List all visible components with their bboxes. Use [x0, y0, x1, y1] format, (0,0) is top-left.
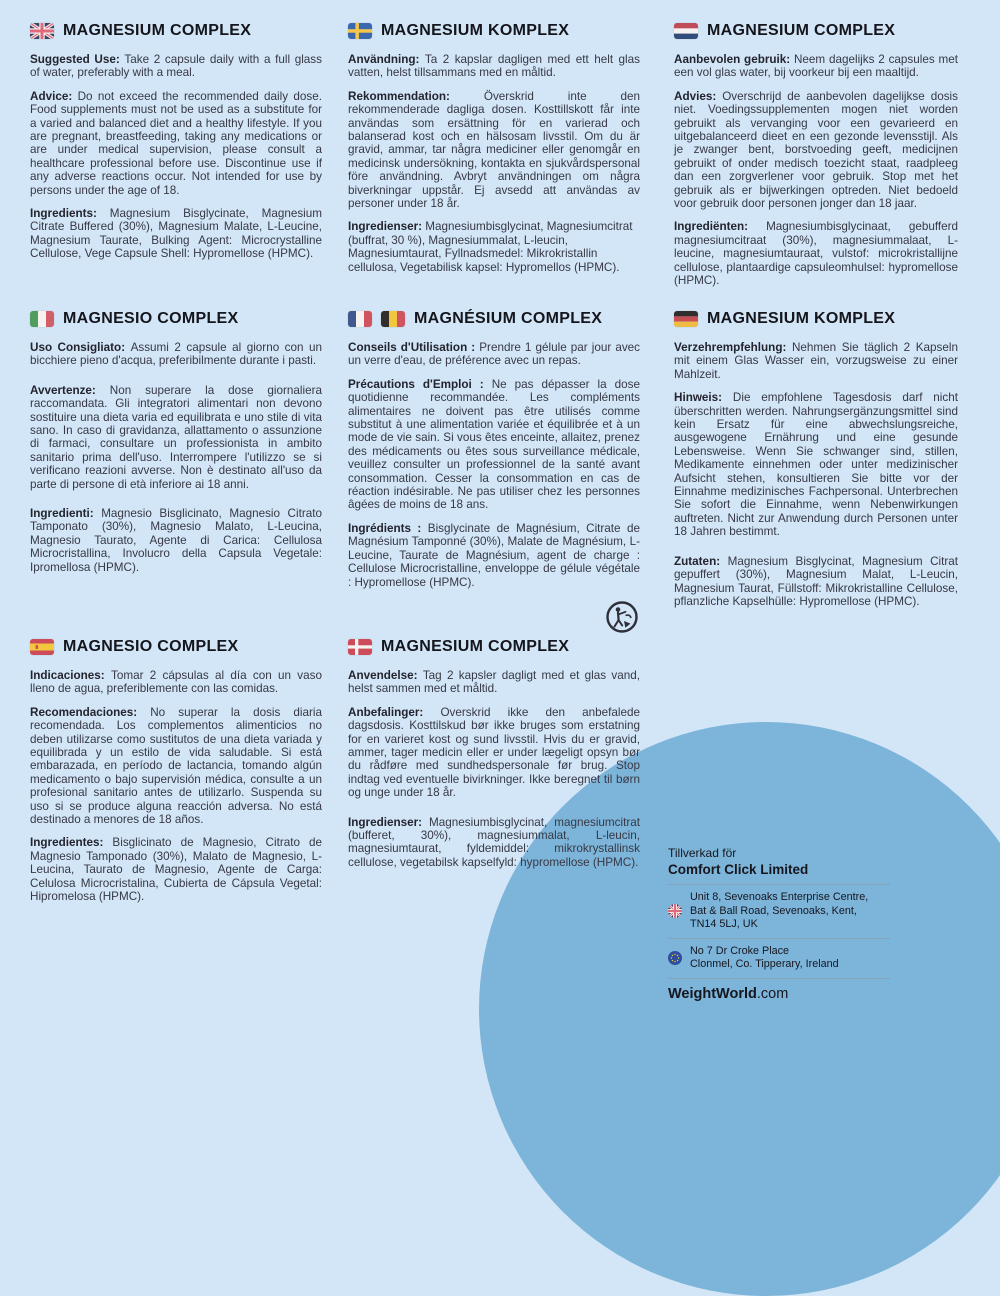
- section-german-header: [674, 310, 958, 328]
- ingredients-paragraph: [348, 220, 640, 274]
- advice-paragraph: [30, 706, 322, 827]
- paragraph-label: Ingredients:: [30, 207, 110, 221]
- paragraph-label: Aanbevolen gebruik:: [674, 53, 794, 66]
- paragraph-text: Magnesium Bisglycinate, Magnesium Citrate Buffered (30%), Magnesium Malate, L-Leucine, Magnesium Taurate, Bulking Agent: Microcrystalline Cellulose, Vege Capsule Shell: Hypromellose (HPMC).: [30, 207, 322, 261]
- paragraph-text: Överskrid inte den rekommenderade dagliga dosen. Kosttillskott får inte användas som ersättning för en varierad och balanserad kost och en hälsosam livsstil. Om du är gravid, ammar, tar några mediciner eller genomgår en medicinsk undersökning, kontakta en sjukvårdspersonal före användning. Avbryt användningen om några biverkningar uppstår. Ej avsedd att användas av personer under 18 år.: [348, 89, 641, 211]
- paragraph-label: Ingredienser:: [348, 220, 426, 234]
- manufacturer-name: Comfort Click Limited: [668, 862, 809, 877]
- paragraph-label: Ingredienser:: [348, 815, 430, 829]
- paragraph-label: Indicaciones:: [30, 669, 111, 682]
- paragraph-label: Hinweis:: [674, 391, 733, 405]
- paragraph-label: Verzehrempfehlung:: [674, 341, 792, 354]
- address-line: No 7 Dr Croke Place: [690, 944, 790, 957]
- eu-address-text: [690, 945, 839, 972]
- uk-round-flag-icon: [668, 904, 682, 918]
- section-dutch-header: [674, 22, 958, 40]
- italy-flag-icon: [30, 311, 54, 327]
- paragraph-text: Tag 2 kapsler dagligt med et glas vand, helst sammen med et måltid.: [348, 669, 640, 696]
- section-english-header: [30, 22, 322, 40]
- section-swedish: [348, 22, 640, 284]
- section-spanish: [30, 638, 322, 914]
- advice-paragraph: [30, 90, 322, 197]
- section-dutch: [674, 22, 958, 298]
- section-swedish-header: [348, 22, 640, 40]
- belgium-flag-icon: [381, 311, 405, 327]
- paragraph-label: Avvertenze:: [30, 383, 110, 397]
- section-title: MAGNÉSIUM COMPLEX: [414, 310, 603, 327]
- netherlands-flag-icon: [674, 23, 698, 39]
- section-french-header: [348, 310, 640, 328]
- germany-flag-icon: [674, 311, 698, 327]
- paragraph-text: Die empfohlene Tagesdosis darf nicht überschritten werden. Nahrungsergänzungsmittel sind kein Ersatz für eine abwechslungsreiche, ausgewogene Ernährung und eine gesunde Lebensweise. Wenn Sie schwanger sind, stillen, Medikamente einnehmen oder unter medizinischer Aufsicht stehen, konsultieren Sie bitte vor der Einnahme medizinisches Fachpersonal. Unterbrechen Sie sofort die Einnahme, wenn Nebenwirkungen auftreten. Nicht zur Anwendung durch Personen unter 18 Jahren bestimmt.: [674, 391, 958, 539]
- ingredients-paragraph: [674, 220, 958, 287]
- paragraph-text: Magnesium Bisglycinat, Magnesium Citrat gepuffert (30%), Magnesium Malat, L-Leucin, Magnesium Taurat, Füllstoff: Mikrokristalline Cellulose, pflanzliche Kapselhülle: Hypromellose (HPMC).: [674, 554, 958, 608]
- suggested-use-paragraph: [348, 669, 640, 696]
- suggested-use-paragraph: [348, 53, 640, 80]
- ingredients-paragraph: [674, 555, 958, 609]
- manufacturer-block: [668, 846, 890, 1003]
- advice-paragraph: [348, 706, 640, 800]
- paragraph-label: Zutaten:: [674, 554, 728, 568]
- paragraph-text: Tomar 2 cápsulas al día con un vaso lleno de agua, preferiblemente con las comidas.: [30, 669, 322, 696]
- spain-flag-icon: [30, 639, 54, 655]
- ingredients-paragraph: [30, 836, 322, 903]
- suggested-use-paragraph: [30, 53, 322, 80]
- section-french: [348, 310, 640, 635]
- eu-round-flag-icon: [668, 951, 682, 965]
- paragraph-label: Uso Consigliato:: [30, 341, 131, 354]
- section-title: MAGNESIUM COMPLEX: [381, 638, 570, 655]
- paragraph-text: Ta 2 kapslar dagligen med ett helt glas vatten, helst tillsammans med en måltid.: [348, 53, 640, 80]
- section-title: MAGNESIUM KOMPLEX: [707, 310, 896, 327]
- section-italian: [30, 310, 322, 584]
- address-line: TN14 5LJ, UK: [690, 918, 758, 930]
- paragraph-label: Précautions d'Emploi :: [348, 377, 492, 391]
- divider: [668, 884, 890, 885]
- paragraph-label: Ingrediënten:: [674, 220, 767, 234]
- paragraph-label: Anvendelse:: [348, 669, 423, 682]
- section-title: MAGNESIO COMPLEX: [63, 310, 239, 327]
- eu-address-row: [668, 945, 890, 972]
- section-title: MAGNESIUM COMPLEX: [707, 22, 896, 39]
- website-tld: .com: [756, 985, 789, 1002]
- section-title: MAGNESIO COMPLEX: [63, 638, 239, 655]
- ingredients-paragraph: [348, 816, 640, 870]
- paragraph-text: Assumi 2 capsule al giorno con un bicchiere pieno d'acqua, preferibilmente durante i pasti.: [30, 341, 322, 368]
- divider: [668, 938, 890, 939]
- paragraph-label: Ingredienti:: [30, 507, 102, 521]
- paragraph-label: Suggested Use:: [30, 53, 125, 66]
- paragraph-text: Non superare la dose giornaliera raccomandata. Gli integratori alimentari non devono sostituire una dieta varia ed equilibrata e uno stile di vita sano. In caso di gravidanza, allattamento o assunzione di farmaci, consultare un professionista in ambito sanitario prima dell'uso. Interrompere l'utilizzo se si verificano reazioni avverse. Non è destinato all'uso da parte di persone di età inferiore ai 18 anni.: [30, 383, 322, 491]
- paragraph-text: Magnesiumbisglycinat, magnesiumcitrat (bufferet, 30%), magnesiummalat, L-leucin, magnesiumtaurat, fyldemiddel: mikrokrystallinsk cellulose, vegetabilsk kapselfyld: hypromellose (HPMC).: [348, 815, 640, 869]
- triman-recycling-icon: [604, 599, 640, 635]
- paragraph-text: Do not exceed the recommended daily dose. Food supplements must not be used as a substitute for a varied and balanced diet and a healthy lifestyle. If you are pregnant, breastfeeding, taking any medications or are under medical supervision, please consult a healthcare professional before use. Discontinue use if any adverse reactions occur. Not intended for use by persons under the age of 18.: [30, 89, 322, 197]
- advice-paragraph: [674, 391, 958, 538]
- address-line: Clonmel, Co. Tipperary, Ireland: [690, 958, 839, 970]
- section-spanish-header: [30, 638, 322, 656]
- suggested-use-paragraph: [674, 53, 958, 80]
- denmark-flag-icon: [348, 639, 372, 655]
- advice-paragraph: [348, 378, 640, 512]
- ingredients-paragraph: [348, 522, 640, 589]
- made-for-label: Tillverkad för: [668, 846, 737, 860]
- paragraph-text: Overskrid ikke den anbefalede dagsdosis. Kosttilskud bør ikke bruges som erstatning for en varieret kost og sund livsstil. Hvis du er gravid, ammer, tager medicin eller er under lægeligt opsyn bør du rådføre med sundhedspersonale før brug. Stop indtag ved eventuelle bivirkninger. Ikke beregnet til børn og unge under 18 år.: [348, 705, 641, 800]
- ingredients-paragraph: [30, 507, 322, 574]
- section-danish-header: [348, 638, 640, 656]
- paragraph-label: Rekommendation:: [348, 89, 484, 103]
- paragraph-label: Anbefalinger:: [348, 705, 441, 719]
- website-brand: WeightWorld: [668, 985, 757, 1002]
- paragraph-text: Ne pas dépasser la dose quotidienne recommandée. Les compléments alimentaires ne doivent pas être utilisés comme substitut à une alimentation variée et équilibrée et à un mode de vie sain. Si vous êtes enceinte, allaitez, prenez des médicaments ou êtes sous surveillance médicale, veuillez consulter un professionnel de la santé avant consommation. Cesser la consommation en cas de réaction indésirable. Ne pas utiliser chez les personnes âgées de moins de 18 ans.: [348, 377, 640, 512]
- address-line: Unit 8, Sevenoaks Enterprise Centre,: [690, 891, 869, 903]
- paragraph-label: Recomendaciones:: [30, 705, 151, 719]
- advice-paragraph: [674, 90, 958, 211]
- sweden-flag-icon: [348, 23, 372, 39]
- advice-paragraph: [348, 90, 640, 211]
- paragraph-text: Overschrijd de aanbevolen dagelijkse dosis niet. Voedingssupplementen mogen niet worden gebruikt als vervanging voor een gevarieerd en uitgebalanceerd dieet en een gezonde levensstijl. Als je zwanger bent, borstvoeding geeft, medicijnen gebruikt of onder medisch toezicht staat, raadpleeg dan een zorgverlener voor gebruik. Stop met het gebruik als er bijwerkingen optreden. Niet bedoeld voor gebruik door personen jonger dan 18 jaar.: [674, 89, 958, 211]
- divider: [668, 978, 890, 979]
- suggested-use-paragraph: [674, 341, 958, 381]
- uk-address-text: [690, 891, 868, 932]
- section-title: MAGNESIUM COMPLEX: [63, 22, 252, 39]
- advice-paragraph: [30, 384, 322, 491]
- paragraph-text: No superar la dosis diaria recomendada. Los complementos alimenticios no deben utilizarse como sustitutos de una dieta variada y equilibrada y un estilo de vida saludable. Si está embarazada, en período de lactancia, tomando algún medicamento o bajo supervisión médica, consulte a un profesional sanitario antes de utilizarlo. Suspenda su uso si se produce alguna reacción adversa. No está destinado a menores de 18 años.: [30, 705, 322, 827]
- paragraph-text: Magnesiumbisglycinat, Magnesiumcitrat (buffrat, 30 %), Magnesiummalat, L-leucin, Magnesiumtaurat, Fyllnadsmedel: Mikrokristallin cellulosa, Vegetabilisk kapsel: Hypromellos (HPMC).: [348, 220, 633, 274]
- paragraph-label: Advies:: [674, 89, 723, 103]
- address-line: Bat & Ball Road, Sevenoaks, Kent,: [690, 904, 857, 917]
- paragraph-text: Magnesiumbisglycinaat, gebufferd magnesiumcitraat (30%), magnesiummalaat, L-leucine, magnesiumtauraat, vulstof: microkristallijne cellulose, plantaardige capsuleomhulsel: hypromellose (HPMC).: [674, 220, 958, 288]
- section-title: MAGNESIUM KOMPLEX: [381, 22, 570, 39]
- paragraph-text: Neem dagelijks 2 capsules met een vol glas water, bij voorkeur bij een maaltijd.: [674, 53, 958, 80]
- section-danish: [348, 638, 640, 879]
- triman-row: [348, 599, 640, 635]
- paragraph-label: Advice:: [30, 89, 78, 103]
- suggested-use-paragraph: [348, 341, 640, 368]
- section-german: [674, 310, 958, 618]
- paragraph-label: Ingredientes:: [30, 836, 113, 850]
- paragraph-text: Prendre 1 gélule par jour avec un verre d'eau, de préférence avec un repas.: [348, 341, 641, 368]
- paragraph-text: Magnesio Bisglicinato, Magnesio Citrato Tamponato (30%), Magnesio Malato, L-Leucina, Magnesio Taurato, Agente di Carica: Cellulosa Microcristallina, Involucro della Capsula Vegetale: Ipromellosa (HPMC).: [30, 507, 322, 574]
- ingredients-paragraph: [30, 207, 322, 261]
- paragraph-label: Användning:: [348, 53, 425, 66]
- paragraph-text: Bisglycinate de Magnésium, Citrate de Magnésium Tamponné (30%), Malate de Magnésium, L-Leucine, Taurate de Magnésium, agent de charge : Cellulose Microcristalline, enveloppe de gélule végétale : Hypromellose (HPMC).: [348, 521, 640, 589]
- suggested-use-paragraph: [30, 669, 322, 696]
- section-italian-header: [30, 310, 322, 328]
- paragraph-label: Ingrédients :: [348, 521, 428, 535]
- paragraph-label: Conseils d'Utilisation :: [348, 341, 480, 354]
- suggested-use-paragraph: [30, 341, 322, 368]
- uk-flag-icon: [30, 23, 54, 39]
- paragraph-text: Take 2 capsule daily with a full glass of water, preferably with a meal.: [30, 53, 322, 80]
- france-flag-icon: [348, 311, 372, 327]
- section-english: [30, 22, 322, 271]
- paragraph-text: Nehmen Sie täglich 2 Kapseln mit einem Glas Wasser ein, vorzugsweise zu einer Mahlzeit.: [674, 341, 958, 381]
- paragraph-text: Bisglicinato de Magnesio, Citrato de Magnesio Tamponado (30%), Malato de Magnesio, L-Leucina, Taurato de Magnesio, Agente de Carga: Celulosa Microcristalina, Cubierta de Cápsula Vegetal: Hipromelosa (HPMC).: [30, 836, 322, 904]
- uk-address-row: [668, 891, 890, 932]
